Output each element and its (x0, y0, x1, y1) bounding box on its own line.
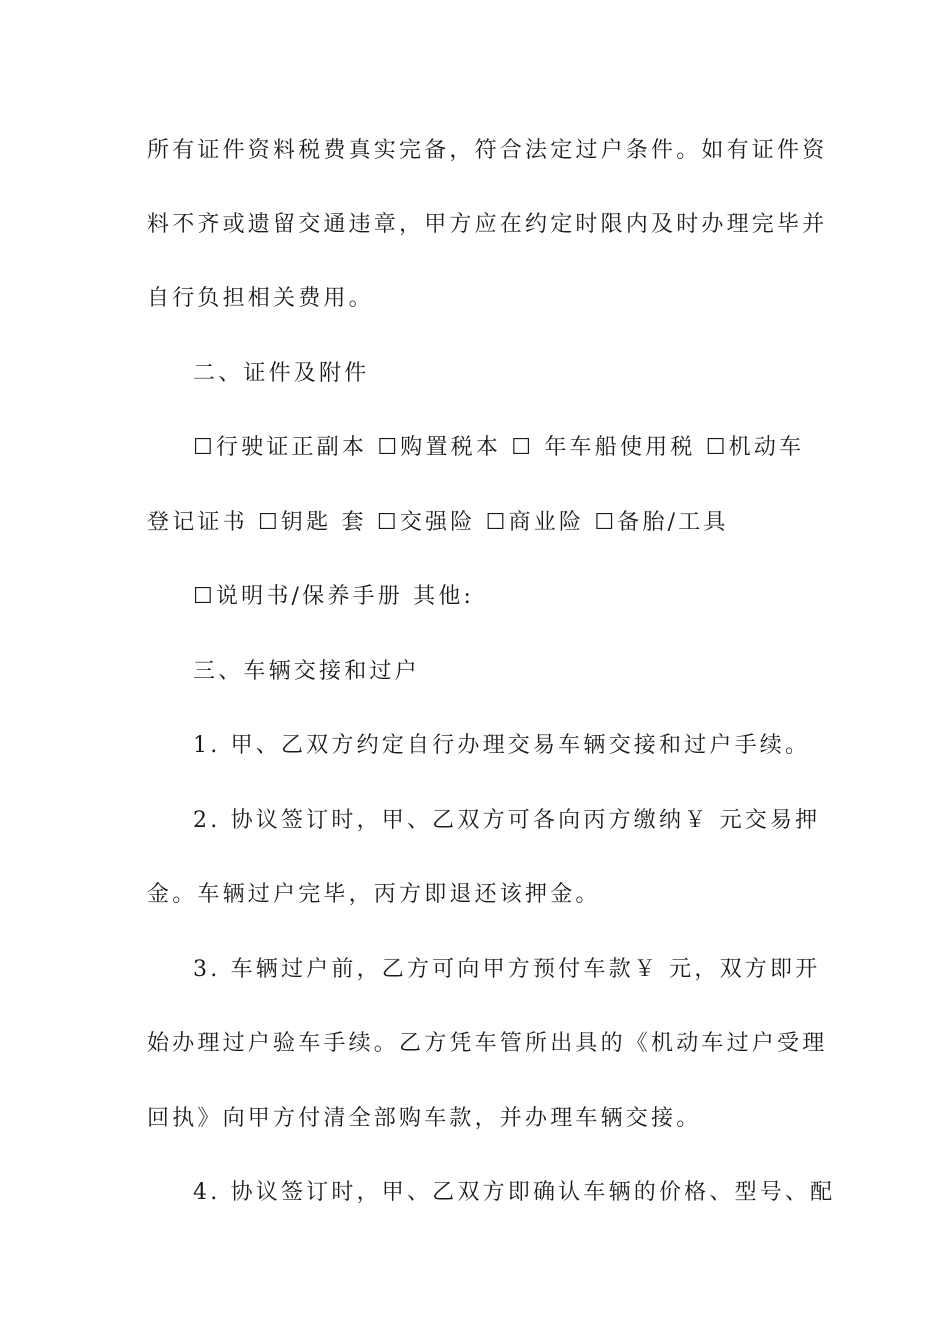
checklist-line: ☐行驶证正副本 ☐购置税本 ☐ 年车船使用税 ☐机动车 (193, 435, 805, 460)
clause-line: 回执》向甲方付清全部购车款，并办理车辆交接。 (147, 1106, 702, 1131)
clause-line: 始办理过户验车手续。乙方凭车管所出具的《机动车过户受理 (147, 1031, 828, 1056)
clause-line: 金。车辆过户完毕，丙方即退还该押金。 (147, 882, 601, 907)
section-heading: 三、车辆交接和过户 (193, 659, 420, 684)
clause-line: 4. 协议签订时，甲、乙双方即确认车辆的价格、型号、配 (193, 1180, 836, 1205)
paragraph-line: 料不齐或遗留交通违章，甲方应在约定时限内及时办理完毕并 (147, 212, 828, 237)
section-heading: 二、证件及附件 (193, 361, 370, 386)
checklist-line: ☐说明书/保养手册 其他: (193, 584, 475, 609)
paragraph-line: 自行负担相关费用。 (147, 286, 374, 311)
paragraph-line: 所有证件资料税费真实完备，符合法定过户条件。如有证件资 (147, 138, 828, 163)
clause-line: 1. 甲、乙双方约定自行办理交易车辆交接和过户手续。 (193, 733, 811, 758)
checklist-line: 登记证书 ☐钥匙 套 ☐交强险 ☐商业险 ☐备胎/工具 (147, 510, 729, 535)
clause-line: 3. 车辆过户前，乙方可向甲方预付车款￥ 元，双方即开 (193, 957, 821, 982)
clause-line: 2. 协议签订时，甲、乙双方可各向丙方缴纳￥ 元交易押 (193, 808, 821, 833)
